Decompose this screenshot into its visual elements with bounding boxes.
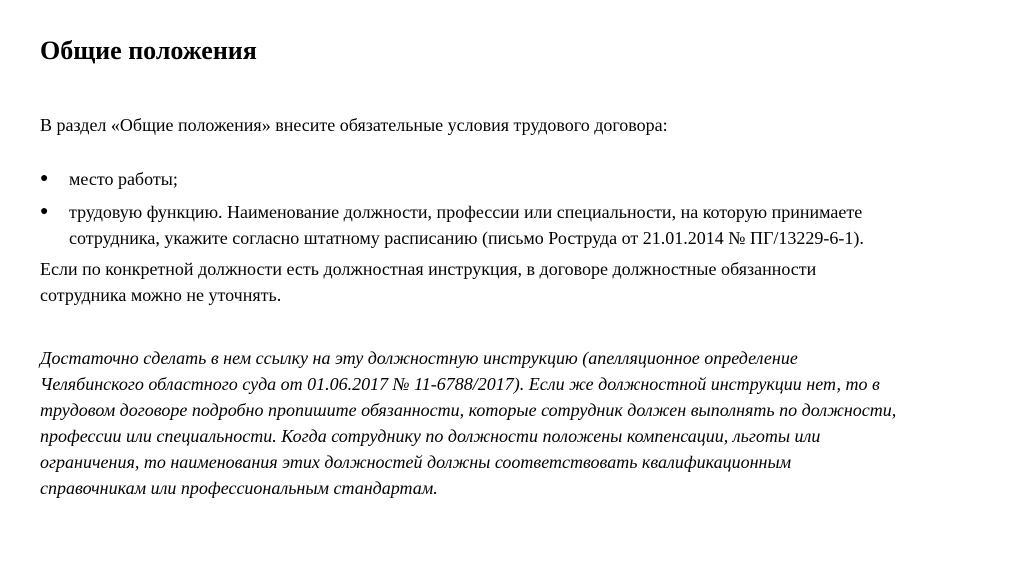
paragraph-line: ограничения, то наименования этих должностей должны соответствовать квалификационным	[40, 452, 792, 472]
conditions-list	[40, 166, 1000, 258]
list-item-text-line: трудовую функцию. Наименование должности, профессии или специальности, на которую принимаете	[69, 202, 863, 222]
paragraph-line: сотрудника можно не уточнять.	[40, 285, 282, 305]
paragraph-line: Достаточно сделать в нем ссылку на эту должностную инструкцию (апелляционное определение	[40, 348, 798, 368]
intro-paragraph: В раздел «Общие положения» внесите обязательные условия трудового договора:	[40, 115, 668, 135]
paragraph-line: трудовом договоре подробно пропишите обязанности, которые сотрудник должен выполнять по должности,	[40, 400, 897, 420]
duties-paragraph	[40, 256, 940, 308]
paragraph-line: профессии или специальности. Когда сотруднику по должности положены компенсации, льготы или	[40, 426, 821, 446]
bullet-icon: ●	[40, 171, 49, 186]
paragraph-line: Челябинского областного суда от 01.06.2017 № 11-6788/2017). Если же должностной инструкции нет, то в	[40, 374, 880, 394]
italic-note-paragraph	[40, 345, 990, 501]
list-item-text: место работы;	[69, 169, 178, 189]
paragraph-line: справочникам или профессиональным стандартам.	[40, 478, 438, 498]
list-item-text-line: сотрудника, укажите согласно штатному расписанию (письмо Роструда от 21.01.2014 № ПГ/13229-6-1).	[69, 228, 864, 248]
page-title: Общие положения	[40, 36, 257, 65]
list-item-workplace	[40, 166, 1000, 192]
bullet-icon: ●	[40, 204, 49, 219]
list-item-labor-function	[40, 199, 1000, 251]
paragraph-line: Если по конкретной должности есть должностная инструкция, в договоре должностные обязанности	[40, 259, 817, 279]
